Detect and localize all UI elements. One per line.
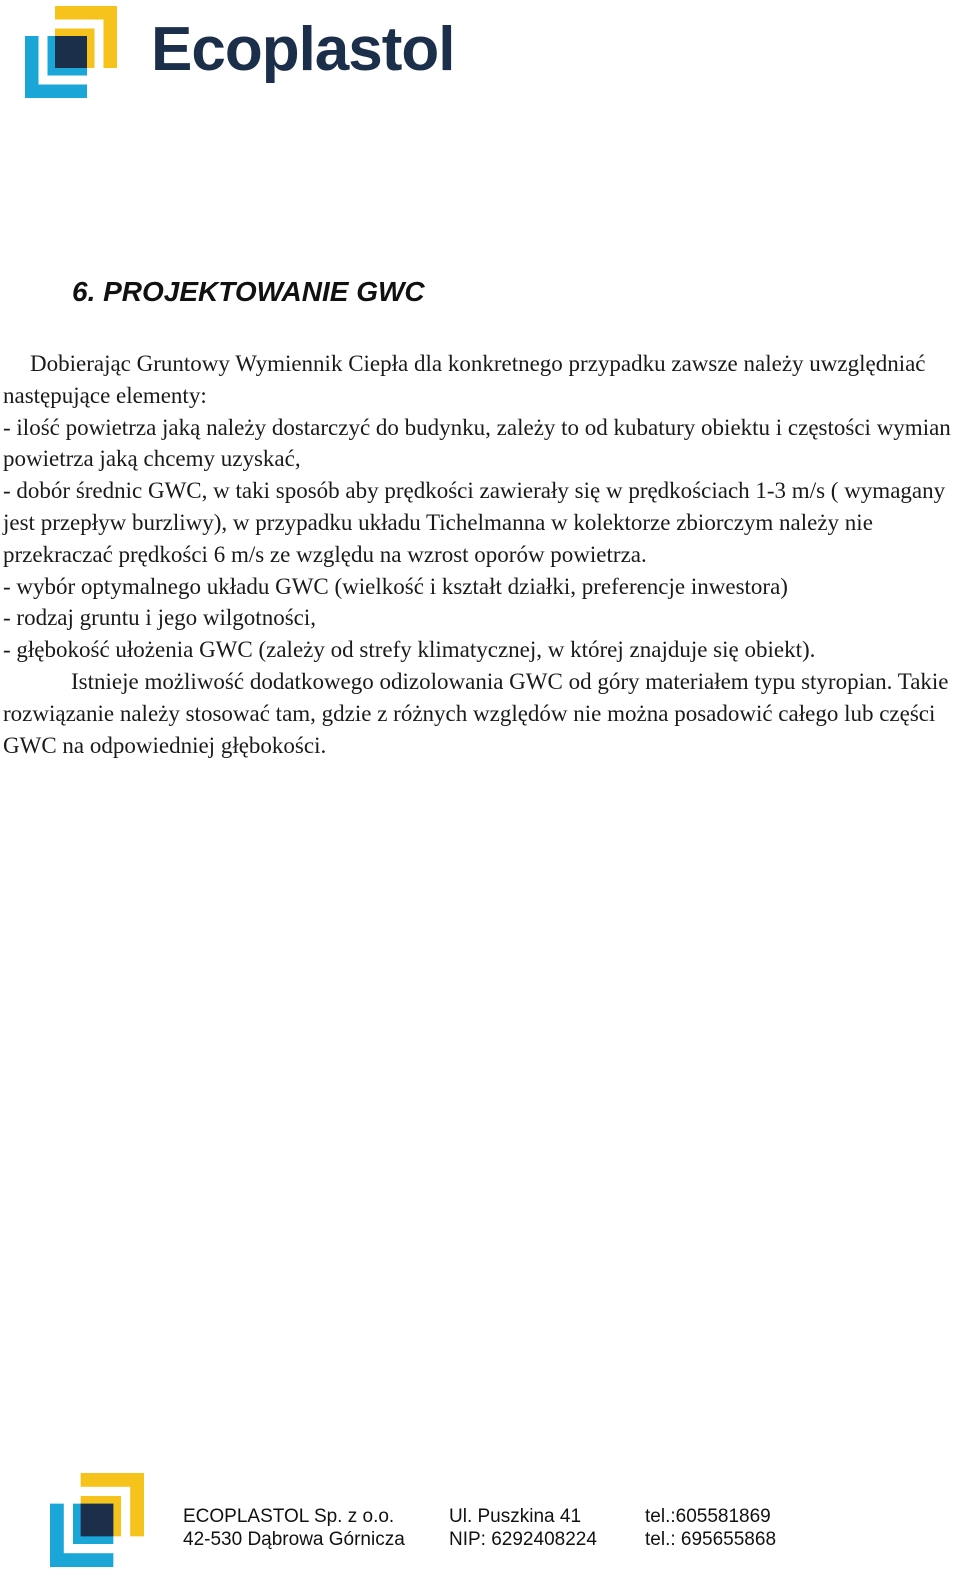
footer-phone-2: tel.: 695655868 bbox=[645, 1529, 777, 1550]
footer-contact-info bbox=[645, 1505, 776, 1551]
list-item-air-volume: - ilość powietrza jaką należy dostarczyć do budynku, zależy to od kubatury obiektu i częstości wymian powietrza jaką chcemy uzyskać, bbox=[3, 414, 951, 472]
ecoplastol-footer-logo-icon bbox=[50, 1473, 144, 1567]
footer-company-name: ECOPLASTOL Sp. z o.o. bbox=[183, 1506, 395, 1527]
document-body bbox=[3, 348, 953, 761]
insulation-paragraph: Istnieje możliwość dodatkowego odizolowania GWC od góry materiałem typu styropian. Takie rozwiązanie należy stosować tam, gdzie z różnych względów nie można posadowić całego lub części GWC na odpowiedniej głębokości. bbox=[3, 668, 949, 758]
footer-city: 42-530 Dąbrowa Górnicza bbox=[183, 1529, 405, 1550]
ecoplastol-logo-icon bbox=[25, 6, 117, 98]
list-item-layout: - wybór optymalnego układu GWC (wielkość i kształt działki, preferencje inwestora) bbox=[3, 573, 788, 599]
footer-nip: NIP: 6292408224 bbox=[449, 1529, 597, 1550]
footer-company-info bbox=[183, 1505, 405, 1551]
brand-logo bbox=[25, 6, 455, 98]
intro-paragraph: Dobierając Gruntowy Wymiennik Ciepła dla konkretnego przypadku zawsze należy uwzględniać następujące elementy: bbox=[3, 351, 926, 408]
list-item-soil: - rodzaj gruntu i jego wilgotności, bbox=[3, 605, 316, 631]
footer-phone-1: tel.:605581869 bbox=[645, 1506, 771, 1527]
brand-name: Ecoplastol bbox=[151, 15, 455, 84]
list-item-depth: - głębokość ułożenia GWC (zależy od strefy klimatycznej, w której znajduje się obiekt). bbox=[3, 637, 816, 663]
section-heading: 6. PROJEKTOWANIE GWC bbox=[72, 276, 425, 307]
footer-street: Ul. Puszkina 41 bbox=[449, 1506, 582, 1527]
footer-address-info bbox=[449, 1505, 597, 1551]
list-item-diameters: - dobór średnic GWC, w taki sposób aby prędkości zawierały się w prędkościach 1-3 m/s ( wymagany jest przepływ burzliwy), w przypadku układu Tichelmanna w kolektorze zbiorczym należy nie przekraczać prędkości 6 m/s ze względu na wzrost oporów powietrza. bbox=[3, 478, 946, 567]
